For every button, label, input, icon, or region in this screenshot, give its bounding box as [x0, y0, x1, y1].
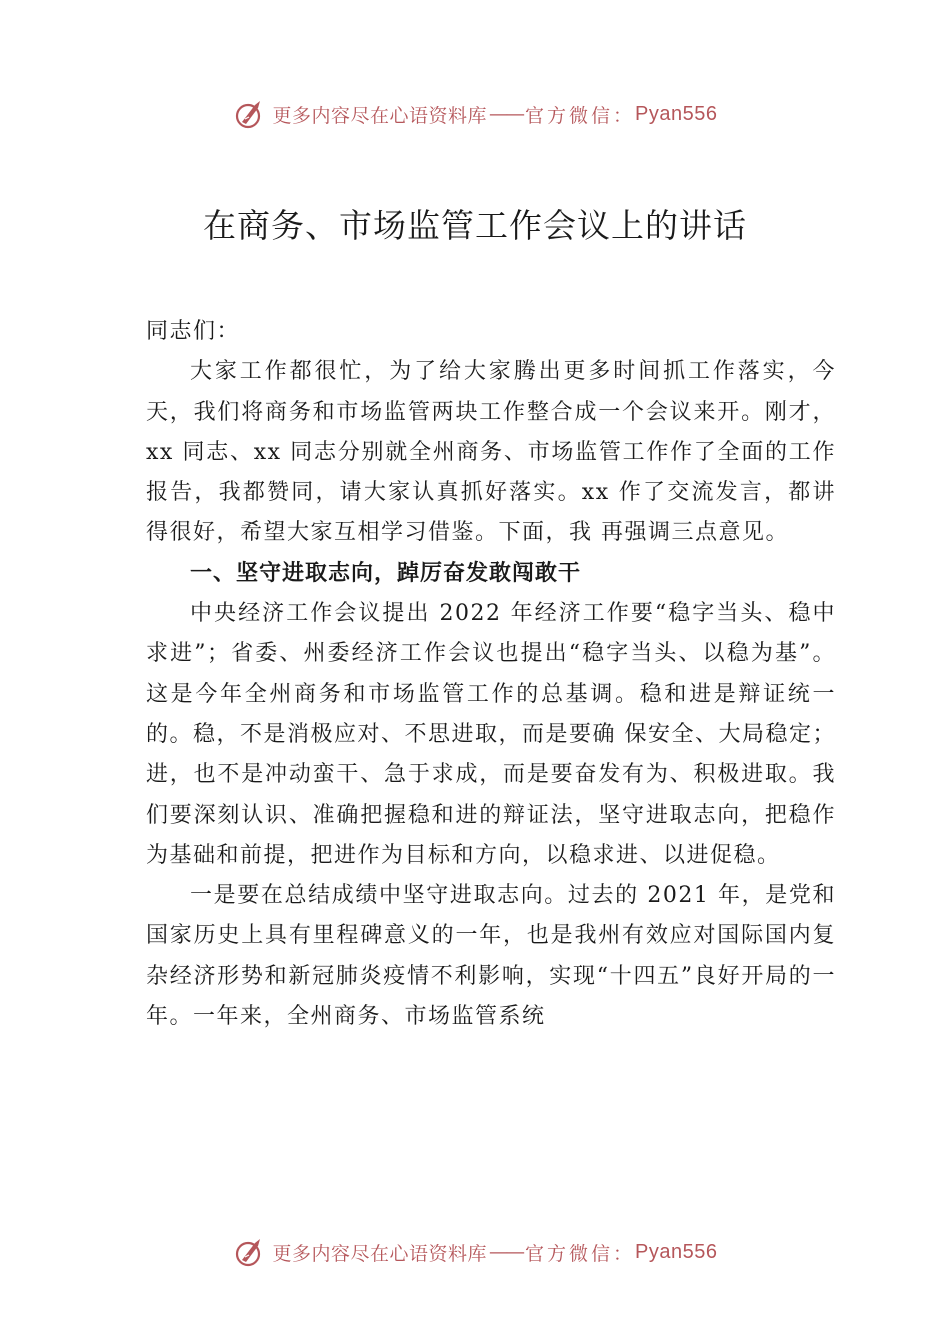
- watermark-footer: [0, 1232, 950, 1272]
- section-paragraph: 一是要在总结成绩中坚守进取志向。过去的 2021 年，是党和国家历史上具有里程碑意义的一年，也是我州有效应对国际国内复杂经济形势和新冠肺炎疫情不利影响，实现“十四五”良好开局的一年。一年来，全州商务、市场监管系统: [146, 883, 836, 1030]
- watermark-dash: ——: [489, 103, 524, 125]
- watermark-wechat-id: Pyan556: [635, 102, 718, 125]
- watermark-brand: 更多内容尽在心语资料库: [272, 1242, 488, 1265]
- watermark-label: 官方微信：: [525, 1242, 636, 1265]
- intro-paragraph: 大家工作都很忙，为了给大家腾出更多时间抓工作落实，今天，我们将商务和市场监管两块工作整合成一个会议来开。刚才，xx 同志、xx 同志分别就全州商务、市场监管工作作了全面的工作报告，我都赞同，请大家认真抓好落实。xx 作了交流发言，都讲得很好，希望大家互相学习借鉴。下面，我 再强调三点意见。: [146, 359, 836, 546]
- watermark-dash: ——: [489, 1241, 524, 1263]
- section-paragraph: 中央经济工作会议提出 2022 年经济工作要“稳字当头、稳中求进”；省委、州委经济工作会议也提出“稳字当头、以稳为基”。这是今年全州商务和市场监管工作的总基调。稳和进是辩证统一的。稳，不是消极应对、不思进取，而是要确 保安全、大局稳定；进，也不是冲动蛮干、急于求成，而是要奋发有为、积极进取。我们要深刻认识、准确把握稳和进的辩证法，坚守进取志向，把稳作为基础和前提，把进作为目标和方向，以稳求进、以进促稳。: [146, 601, 836, 868]
- pen-nib-circle-icon: [233, 1235, 267, 1269]
- watermark-brand: 更多内容尽在心语资料库: [272, 104, 488, 127]
- watermark-header: [0, 94, 950, 134]
- greeting: 同志们：: [146, 319, 241, 344]
- watermark-wechat-id: Pyan556: [635, 1240, 718, 1263]
- section-heading: 一、坚守进取志向，踔厉奋发敢闯敢干: [190, 560, 582, 586]
- watermark-label: 官方微信：: [525, 104, 636, 127]
- pen-nib-circle-icon: [233, 97, 267, 131]
- document-title: 在商务、市场监管工作会议上的讲话: [203, 206, 747, 245]
- document-body: [146, 312, 836, 1037]
